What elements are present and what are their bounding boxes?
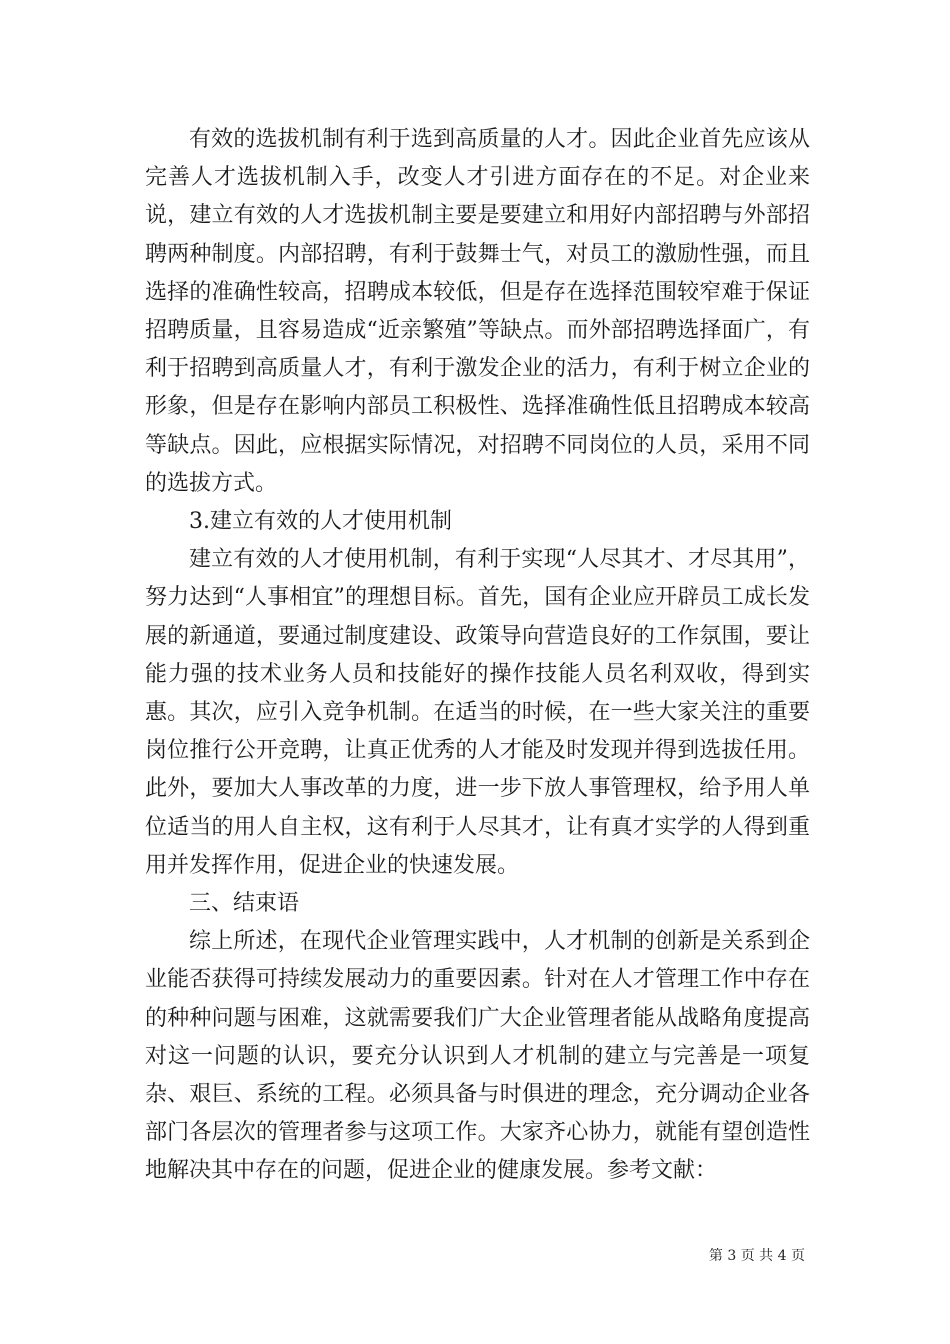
page-number: 第 3 页 共 4 页	[708, 1248, 805, 1264]
paragraph-talent-use: 建立有效的人才使用机制，有利于实现“人尽其才、才尽其用”，努力达到“人事相宜”的理想目标。首先，国有企业应开辟员工成长发展的新通道，要通过制度建设、政策导向营造良好的工作氛围，要让能力强的技术业务人员和技能好的操作技能人员名利双收，得到实惠。其次，应引入竞争机制。在适当的时候，在一些大家关注的重要岗位推行公开竞聘，让真正优秀的人才能及时发现并得到选拔任用。此外，要加大人事改革的力度，进一步下放人事管理权，给予用人单位适当的用人自主权，这有利于人尽其才，让有真才实学的人得到重用并发挥作用，促进企业的快速发展。	[145, 547, 810, 878]
paragraph-conclusion: 综上所述，在现代企业管理实践中，人才机制的创新是关系到企业能否获得可持续发展动力的重要因素。针对在人才管理工作中存在的种种问题与困难，这就需要我们广大企业管理者能从战略角度提高对这一问题的认识，要充分认识到人才机制的建立与完善是一项复杂、艰巨、系统的工程。必须具备与时俱进的理念，充分调动企业各部门各层次的管理者参与这项工作。大家齐心协力，就能有望创造性地解决其中存在的问题，促进企业的健康发展。参考文献：	[145, 929, 810, 1184]
section-heading-talent-use: 3.建立有效的人才使用机制	[189, 509, 452, 535]
document-body	[145, 121, 810, 1191]
section-heading-conclusion: 三、结束语	[189, 891, 300, 917]
paragraph-talent-selection: 有效的选拔机制有利于选到高质量的人才。因此企业首先应该从完善人才选拔机制入手，改变人才引进方面存在的不足。对企业来说，建立有效的人才选拔机制主要是要建立和用好内部招聘与外部招聘两种制度。内部招聘，有利于鼓舞士气，对员工的激励性强，而且选择的准确性较高，招聘成本较低，但是存在选择范围较窄难于保证招聘质量，且容易造成“近亲繁殖”等缺点。而外部招聘选择面广，有利于招聘到高质量人才，有利于激发企业的活力，有利于树立企业的形象，但是存在影响内部员工积极性、选择准确性低且招聘成本较高等缺点。因此，应根据实际情况，对招聘不同岗位的人员，采用不同的选拔方式。	[145, 127, 810, 496]
